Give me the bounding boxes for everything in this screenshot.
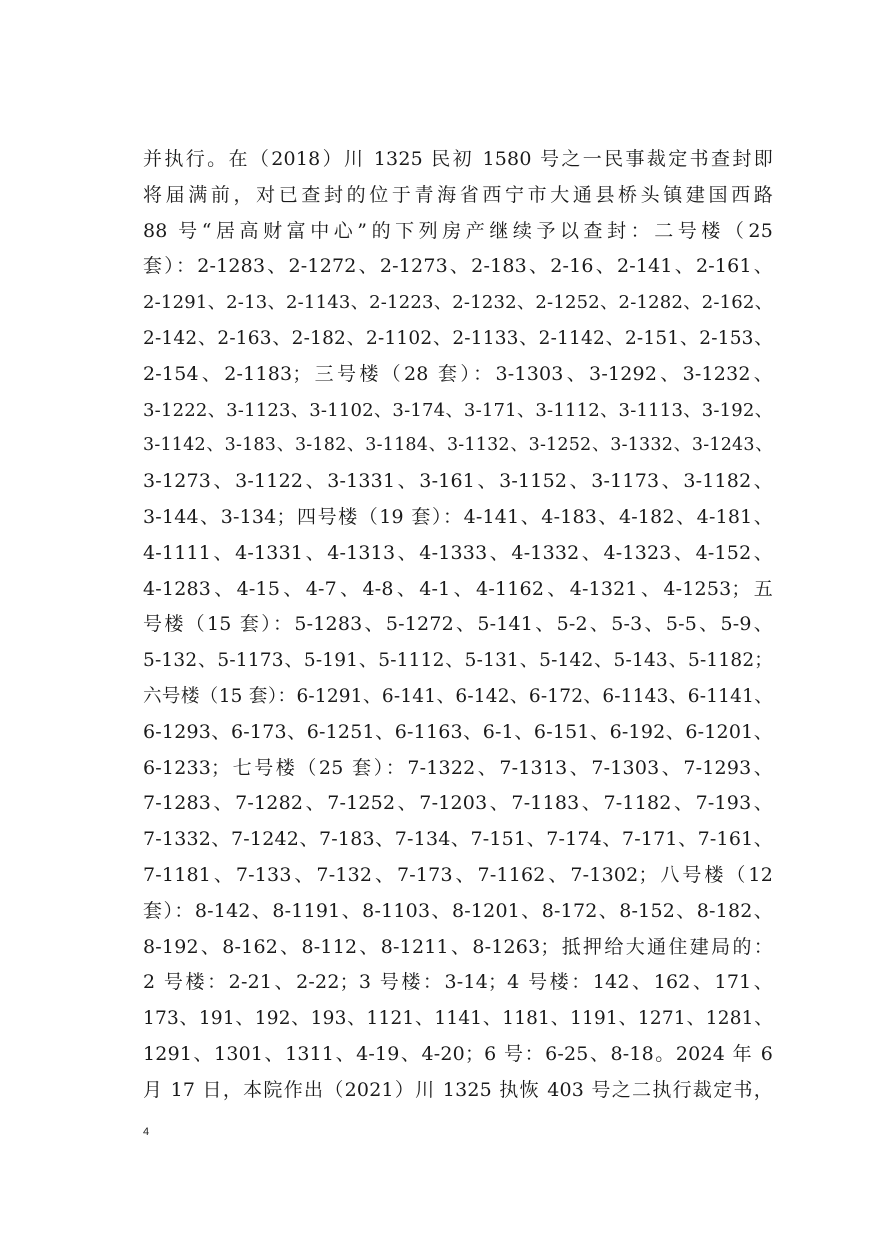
text-line: 2 号楼：2-21、2-22；3 号楼：3-14；4 号楼：142、162、171、 (143, 971, 773, 994)
text-line: 5-132、5-1173、5-191、5-1112、5-131、5-142、5-143、5-1182； (143, 650, 773, 672)
text-line: 88 号“居高财富中心”的下列房产继续予以查封：二号楼（25 (143, 219, 773, 242)
body-text (143, 142, 773, 1109)
text-line: 3-144、3-134；四号楼（19 套）：4-141、4-183、4-182、4-181、 (143, 505, 773, 528)
text-line: 2-142、2-163、2-182、2-1102、2-1133、2-1142、2-151、2-153、 (143, 327, 773, 349)
text-line: 7-1283、7-1282、7-1252、7-1203、7-1183、7-1182、7-193、 (143, 792, 773, 815)
text-line: 3-1222、3-1123、3-1102、3-174、3-171、3-1112、3-1113、3-192、 (143, 399, 773, 421)
text-line: 6-1233；七号楼（25 套）：7-1322、7-1313、7-1303、7-1293、 (143, 756, 773, 779)
text-line: 7-1332、7-1242、7-183、7-134、7-151、7-174、7-171、7-161、 (143, 828, 773, 851)
text-line: 并执行。在（2018）川 1325 民初 1580 号之一民事裁定书查封即 (143, 148, 773, 170)
text-line: 6-1293、6-173、6-1251、6-1163、6-1、6-151、6-192、6-1201、 (143, 720, 773, 743)
text-line: 六号楼（15 套）：6-1291、6-141、6-142、6-172、6-1143、6-1141、 (143, 685, 773, 707)
text-line: 将届满前，对已查封的位于青海省西宁市大通县桥头镇建国西路 (143, 183, 773, 206)
text-line: 3-1142、3-183、3-182、3-1184、3-1132、3-1252、3-1332、3-1243、 (143, 435, 773, 456)
page-number: 4 (143, 1126, 150, 1138)
text-line: 8-192、8-162、8-112、8-1211、8-1263；抵押给大通住建局的： (143, 935, 773, 958)
text-line: 4-1283、4-15、4-7、4-8、4-1、4-1162、4-1321、4-1253；五 (143, 577, 773, 600)
text-line: 套）：2-1283、2-1272、2-1273、2-183、2-16、2-141、2-161、 (143, 255, 773, 278)
text-line: 7-1181、7-133、7-132、7-173、7-1162、7-1302；八号楼（12 (143, 863, 773, 886)
text-line: 2-1291、2-13、2-1143、2-1223、2-1232、2-1252、2-1282、2-162、 (143, 292, 773, 314)
text-line: 号楼（15 套）：5-1283、5-1272、5-141、5-2、5-3、5-5、5-9、 (143, 613, 773, 636)
text-line: 3-1273、3-1122、3-1331、3-161、3-1152、3-1173、3-1182、 (143, 470, 773, 493)
text-line: 2-154、2-1183；三号楼（28 套）：3-1303、3-1292、3-1232、 (143, 362, 773, 385)
text-line: 月 17 日，本院作出（2021）川 1325 执恢 403 号之二执行裁定书， (143, 1078, 773, 1101)
text-line: 1291、1301、1311、4-19、4-20；6 号：6-25、8-18。2024 年 6 (143, 1042, 773, 1065)
text-line: 173、191、192、193、1121、1141、1181、1191、1271、1281、 (143, 1008, 773, 1030)
text-line: 4-1111、4-1331、4-1313、4-1333、4-1332、4-1323、4-152、 (143, 541, 773, 564)
text-line: 套）：8-142、8-1191、8-1103、8-1201、8-172、8-152、8-182、 (143, 899, 773, 922)
